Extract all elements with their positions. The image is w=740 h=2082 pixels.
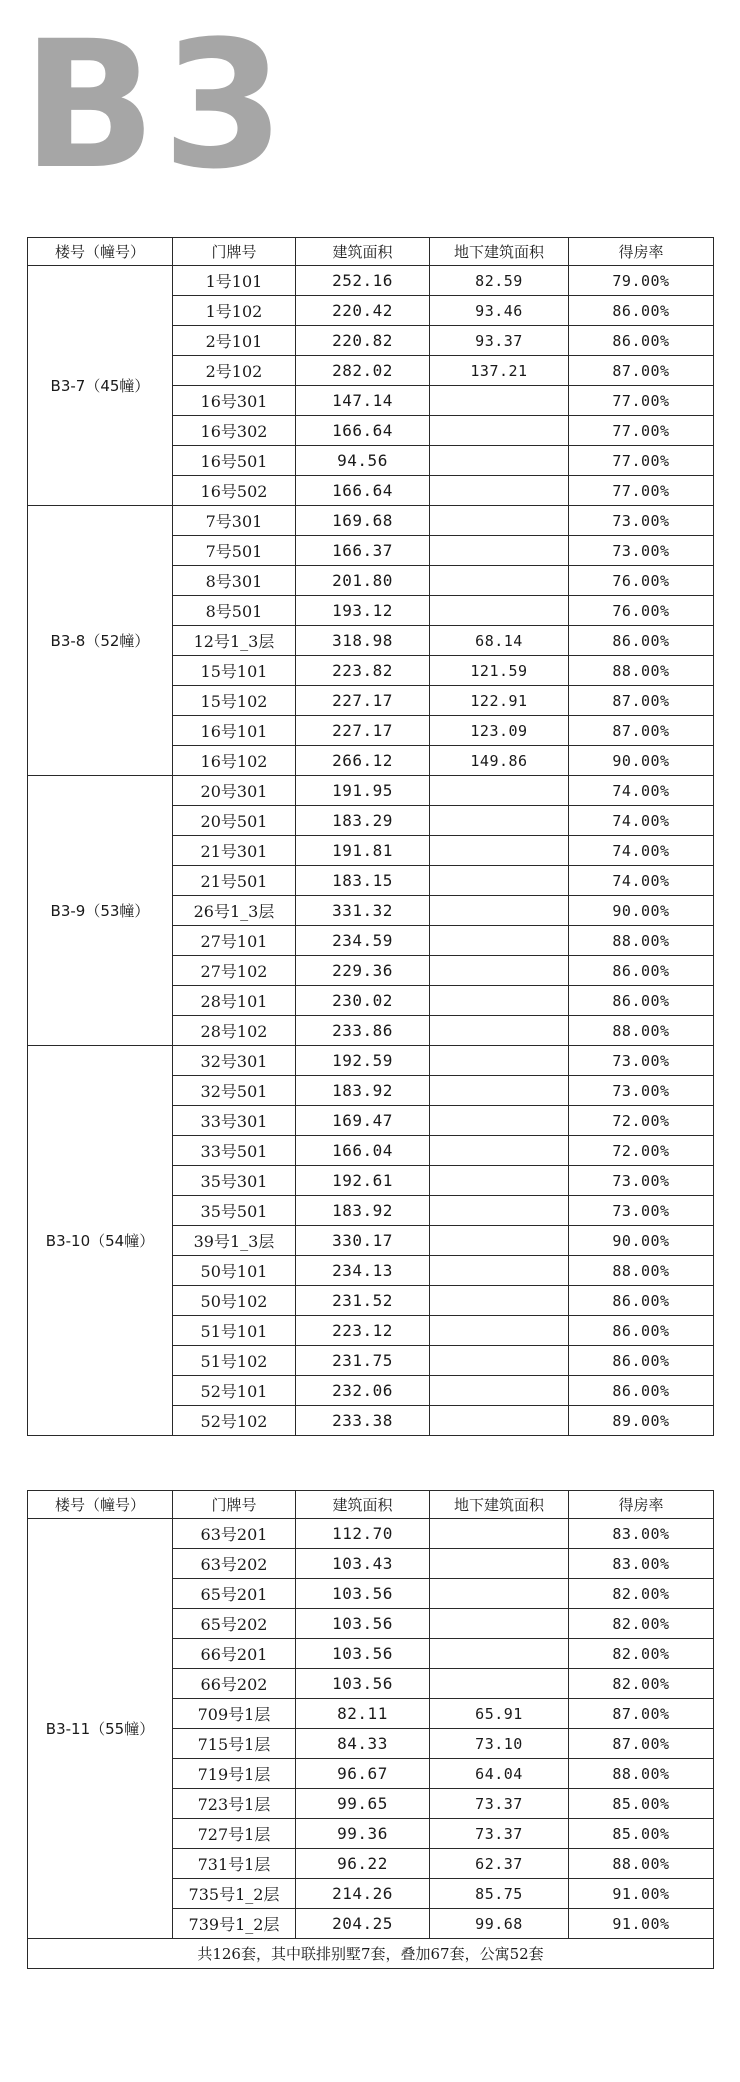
header-building: 楼号（幢号） [28,1491,173,1519]
header-efficiency-ratio: 得房率 [569,238,714,266]
underground-area-cell [430,1346,569,1376]
efficiency-ratio-cell: 89.00% [569,1406,714,1436]
floor-area-cell: 166.64 [296,476,430,506]
door-number-cell: 16号102 [173,746,296,776]
efficiency-ratio-cell: 82.00% [569,1639,714,1669]
underground-area-cell [430,1376,569,1406]
efficiency-ratio-cell: 91.00% [569,1909,714,1939]
door-number-cell: 7号301 [173,506,296,536]
efficiency-ratio-cell: 77.00% [569,446,714,476]
floor-area-cell: 191.81 [296,836,430,866]
efficiency-ratio-cell: 87.00% [569,686,714,716]
efficiency-ratio-cell: 88.00% [569,1759,714,1789]
page-title: B3 [22,3,291,208]
floor-area-cell: 282.02 [296,356,430,386]
header-underground-area: 地下建筑面积 [430,238,569,266]
underground-area-cell: 149.86 [430,746,569,776]
underground-area-cell [430,1136,569,1166]
floor-area-cell: 112.70 [296,1519,430,1549]
door-number-cell: 28号102 [173,1016,296,1046]
efficiency-ratio-cell: 86.00% [569,986,714,1016]
underground-area-cell [430,926,569,956]
floor-area-cell: 193.12 [296,596,430,626]
building-cell: B3-10（54幢） [28,1046,173,1436]
floor-area-cell: 227.17 [296,716,430,746]
floor-area-cell: 232.06 [296,1376,430,1406]
underground-area-cell: 85.75 [430,1879,569,1909]
efficiency-ratio-cell: 87.00% [569,1729,714,1759]
floor-area-cell: 103.56 [296,1579,430,1609]
underground-area-cell [430,1166,569,1196]
door-number-cell: 15号102 [173,686,296,716]
door-number-cell: 723号1层 [173,1789,296,1819]
door-number-cell: 7号501 [173,536,296,566]
efficiency-ratio-cell: 73.00% [569,1196,714,1226]
floor-area-cell: 330.17 [296,1226,430,1256]
efficiency-ratio-cell: 73.00% [569,1046,714,1076]
efficiency-ratio-cell: 83.00% [569,1519,714,1549]
efficiency-ratio-cell: 77.00% [569,476,714,506]
floor-area-cell: 183.92 [296,1076,430,1106]
underground-area-cell [430,1609,569,1639]
building-cell: B3-11（55幢） [28,1519,173,1939]
floor-area-cell: 204.25 [296,1909,430,1939]
floor-area-cell: 266.12 [296,746,430,776]
underground-area-cell [430,1196,569,1226]
efficiency-ratio-cell: 83.00% [569,1549,714,1579]
underground-area-cell [430,1046,569,1076]
floor-area-cell: 99.65 [296,1789,430,1819]
floor-area-cell: 96.67 [296,1759,430,1789]
door-number-cell: 32号501 [173,1076,296,1106]
underground-area-cell [430,1226,569,1256]
underground-area-cell [430,836,569,866]
underground-area-cell: 122.91 [430,686,569,716]
floor-area-cell: 231.75 [296,1346,430,1376]
door-number-cell: 735号1_2层 [173,1879,296,1909]
floor-area-cell: 214.26 [296,1879,430,1909]
efficiency-ratio-cell: 86.00% [569,956,714,986]
efficiency-ratio-cell: 88.00% [569,1256,714,1286]
door-number-cell: 28号101 [173,986,296,1016]
door-number-cell: 63号201 [173,1519,296,1549]
door-number-cell: 32号301 [173,1046,296,1076]
efficiency-ratio-cell: 82.00% [569,1579,714,1609]
summary-text: 共126套，其中联排别墅7套，叠加67套，公寓52套 [28,1939,714,1969]
efficiency-ratio-cell: 74.00% [569,776,714,806]
underground-area-cell: 64.04 [430,1759,569,1789]
table-row [28,266,714,296]
underground-area-cell [430,386,569,416]
door-number-cell: 12号1_3层 [173,626,296,656]
door-number-cell: 33号301 [173,1106,296,1136]
underground-area-cell [430,1579,569,1609]
door-number-cell: 39号1_3层 [173,1226,296,1256]
efficiency-ratio-cell: 73.00% [569,536,714,566]
floor-area-cell: 234.13 [296,1256,430,1286]
efficiency-ratio-cell: 76.00% [569,566,714,596]
door-number-cell: 2号102 [173,356,296,386]
underground-area-cell: 93.46 [430,296,569,326]
efficiency-ratio-cell: 90.00% [569,746,714,776]
underground-area-cell: 68.14 [430,626,569,656]
table-header-row [28,1491,714,1519]
door-number-cell: 65号201 [173,1579,296,1609]
underground-area-cell: 93.37 [430,326,569,356]
door-number-cell: 1号102 [173,296,296,326]
table-header-row [28,238,714,266]
door-number-cell: 16号301 [173,386,296,416]
underground-area-cell [430,1106,569,1136]
door-number-cell: 33号501 [173,1136,296,1166]
door-number-cell: 52号102 [173,1406,296,1436]
underground-area-cell [430,866,569,896]
door-number-cell: 66号202 [173,1669,296,1699]
underground-area-cell [430,446,569,476]
door-number-cell: 35号301 [173,1166,296,1196]
floor-area-cell: 331.32 [296,896,430,926]
underground-area-cell [430,416,569,446]
door-number-cell: 35号501 [173,1196,296,1226]
underground-area-cell [430,476,569,506]
underground-area-cell [430,1286,569,1316]
floor-area-cell: 82.11 [296,1699,430,1729]
door-number-cell: 715号1层 [173,1729,296,1759]
underground-area-cell [430,1016,569,1046]
floor-area-cell: 318.98 [296,626,430,656]
underground-area-cell [430,956,569,986]
door-number-cell: 1号101 [173,266,296,296]
floor-area-cell: 94.56 [296,446,430,476]
efficiency-ratio-cell: 76.00% [569,596,714,626]
floor-area-cell: 220.42 [296,296,430,326]
underground-area-cell: 65.91 [430,1699,569,1729]
door-number-cell: 51号102 [173,1346,296,1376]
efficiency-ratio-cell: 86.00% [569,1286,714,1316]
efficiency-ratio-cell: 72.00% [569,1106,714,1136]
door-number-cell: 27号101 [173,926,296,956]
door-number-cell: 16号501 [173,446,296,476]
efficiency-ratio-cell: 91.00% [569,1879,714,1909]
floor-area-cell: 252.16 [296,266,430,296]
efficiency-ratio-cell: 87.00% [569,716,714,746]
efficiency-ratio-cell: 86.00% [569,296,714,326]
header-underground-area: 地下建筑面积 [430,1491,569,1519]
efficiency-ratio-cell: 87.00% [569,1699,714,1729]
underground-area-cell [430,1076,569,1106]
floor-area-cell: 191.95 [296,776,430,806]
underground-area-cell [430,1256,569,1286]
underground-area-cell: 99.68 [430,1909,569,1939]
underground-area-cell [430,776,569,806]
efficiency-ratio-cell: 90.00% [569,896,714,926]
efficiency-ratio-cell: 85.00% [569,1789,714,1819]
floor-area-cell: 192.61 [296,1166,430,1196]
efficiency-ratio-cell: 88.00% [569,926,714,956]
door-number-cell: 50号101 [173,1256,296,1286]
efficiency-ratio-cell: 88.00% [569,656,714,686]
door-number-cell: 65号202 [173,1609,296,1639]
underground-area-cell: 73.10 [430,1729,569,1759]
efficiency-ratio-cell: 86.00% [569,1376,714,1406]
floor-area-cell: 103.56 [296,1669,430,1699]
door-number-cell: 20号301 [173,776,296,806]
efficiency-ratio-cell: 74.00% [569,866,714,896]
door-number-cell: 739号1_2层 [173,1909,296,1939]
efficiency-ratio-cell: 86.00% [569,626,714,656]
floor-area-cell: 103.56 [296,1639,430,1669]
underground-area-cell: 73.37 [430,1789,569,1819]
floor-area-cell: 166.04 [296,1136,430,1166]
efficiency-ratio-cell: 87.00% [569,356,714,386]
door-number-cell: 21号301 [173,836,296,866]
door-number-cell: 63号202 [173,1549,296,1579]
door-number-cell: 21号501 [173,866,296,896]
underground-area-cell [430,1316,569,1346]
underground-area-cell: 82.59 [430,266,569,296]
floor-area-cell: 229.36 [296,956,430,986]
underground-area-cell [430,986,569,1016]
header-door-number: 门牌号 [173,238,296,266]
underground-area-cell: 137.21 [430,356,569,386]
floor-area-cell: 183.92 [296,1196,430,1226]
efficiency-ratio-cell: 90.00% [569,1226,714,1256]
floor-area-cell: 183.15 [296,866,430,896]
floor-area-cell: 192.59 [296,1046,430,1076]
efficiency-ratio-cell: 77.00% [569,416,714,446]
underground-area-cell [430,1406,569,1436]
underground-area-cell [430,506,569,536]
floor-area-cell: 223.12 [296,1316,430,1346]
door-number-cell: 8号301 [173,566,296,596]
underground-area-cell [430,1549,569,1579]
building-cell: B3-7（45幢） [28,266,173,506]
efficiency-ratio-cell: 77.00% [569,386,714,416]
underground-area-cell [430,566,569,596]
efficiency-ratio-cell: 73.00% [569,1076,714,1106]
door-number-cell: 16号101 [173,716,296,746]
efficiency-ratio-cell: 82.00% [569,1609,714,1639]
underground-area-cell [430,536,569,566]
building-cell: B3-9（53幢） [28,776,173,1046]
efficiency-ratio-cell: 86.00% [569,1316,714,1346]
underground-area-cell: 121.59 [430,656,569,686]
door-number-cell: 16号502 [173,476,296,506]
floor-area-cell: 147.14 [296,386,430,416]
floor-area-cell: 183.29 [296,806,430,836]
floor-area-cell: 233.86 [296,1016,430,1046]
floor-area-cell: 223.82 [296,656,430,686]
summary-row [28,1939,714,1969]
efficiency-ratio-cell: 85.00% [569,1819,714,1849]
floor-area-cell: 169.47 [296,1106,430,1136]
door-number-cell: 66号201 [173,1639,296,1669]
floor-area-cell: 201.80 [296,566,430,596]
door-number-cell: 27号102 [173,956,296,986]
floor-area-cell: 96.22 [296,1849,430,1879]
table-row [28,1519,714,1549]
door-number-cell: 2号101 [173,326,296,356]
efficiency-ratio-cell: 88.00% [569,1849,714,1879]
underground-area-cell [430,896,569,926]
header-floor-area: 建筑面积 [296,1491,430,1519]
floor-area-cell: 220.82 [296,326,430,356]
efficiency-ratio-cell: 74.00% [569,806,714,836]
floor-area-cell: 84.33 [296,1729,430,1759]
table-row [28,776,714,806]
header-building: 楼号（幢号） [28,238,173,266]
efficiency-ratio-cell: 82.00% [569,1669,714,1699]
door-number-cell: 15号101 [173,656,296,686]
door-number-cell: 26号1_3层 [173,896,296,926]
floor-area-cell: 230.02 [296,986,430,1016]
efficiency-ratio-cell: 74.00% [569,836,714,866]
door-number-cell: 731号1层 [173,1849,296,1879]
door-number-cell: 16号302 [173,416,296,446]
door-number-cell: 8号501 [173,596,296,626]
floor-area-cell: 166.64 [296,416,430,446]
units-table-2 [27,1490,714,1969]
table-row [28,1046,714,1076]
floor-area-cell: 103.43 [296,1549,430,1579]
floor-area-cell: 99.36 [296,1819,430,1849]
floor-area-cell: 166.37 [296,536,430,566]
efficiency-ratio-cell: 86.00% [569,326,714,356]
units-table-1 [27,237,714,1436]
floor-area-cell: 234.59 [296,926,430,956]
underground-area-cell [430,1669,569,1699]
efficiency-ratio-cell: 73.00% [569,506,714,536]
header-door-number: 门牌号 [173,1491,296,1519]
underground-area-cell [430,1519,569,1549]
header-efficiency-ratio: 得房率 [569,1491,714,1519]
underground-area-cell [430,1639,569,1669]
underground-area-cell: 73.37 [430,1819,569,1849]
efficiency-ratio-cell: 88.00% [569,1016,714,1046]
efficiency-ratio-cell: 73.00% [569,1166,714,1196]
underground-area-cell [430,806,569,836]
floor-area-cell: 227.17 [296,686,430,716]
underground-area-cell [430,596,569,626]
floor-area-cell: 233.38 [296,1406,430,1436]
door-number-cell: 51号101 [173,1316,296,1346]
header-floor-area: 建筑面积 [296,238,430,266]
underground-area-cell: 62.37 [430,1849,569,1879]
underground-area-cell: 123.09 [430,716,569,746]
table-row [28,506,714,536]
door-number-cell: 50号102 [173,1286,296,1316]
door-number-cell: 52号101 [173,1376,296,1406]
door-number-cell: 727号1层 [173,1819,296,1849]
floor-area-cell: 103.56 [296,1609,430,1639]
efficiency-ratio-cell: 72.00% [569,1136,714,1166]
door-number-cell: 709号1层 [173,1699,296,1729]
door-number-cell: 719号1层 [173,1759,296,1789]
efficiency-ratio-cell: 86.00% [569,1346,714,1376]
door-number-cell: 20号501 [173,806,296,836]
building-cell: B3-8（52幢） [28,506,173,776]
floor-area-cell: 169.68 [296,506,430,536]
floor-area-cell: 231.52 [296,1286,430,1316]
efficiency-ratio-cell: 79.00% [569,266,714,296]
